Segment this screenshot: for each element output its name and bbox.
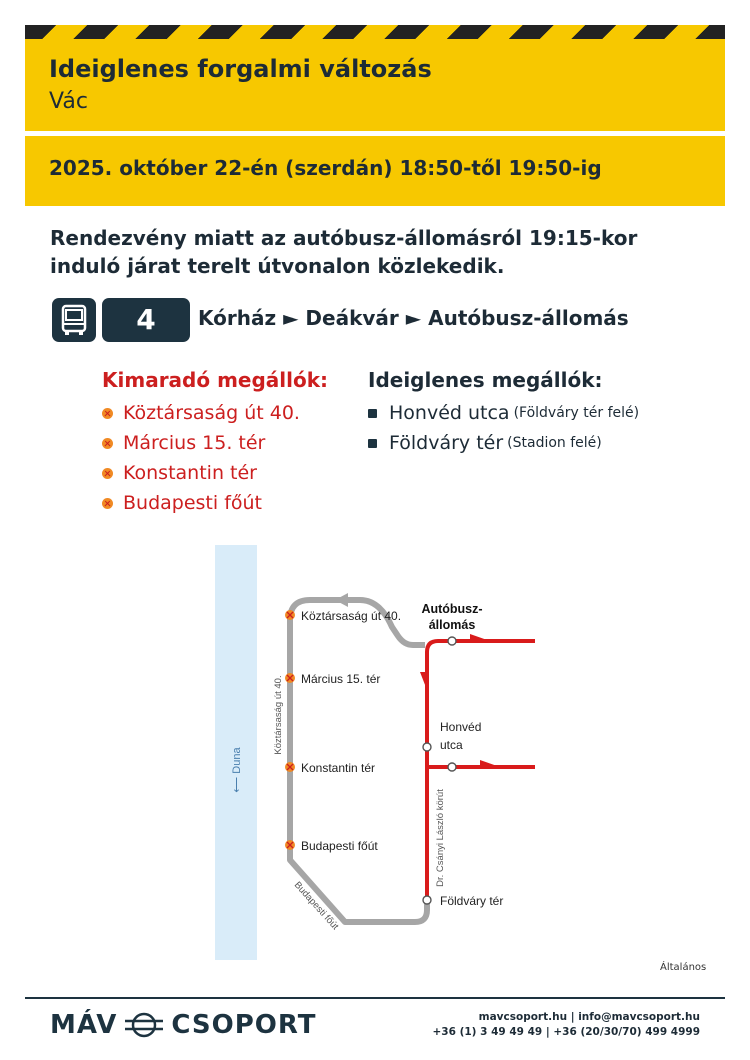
notice-line-2: induló járat terelt útvonalon közlekedik.	[50, 254, 505, 278]
date-banner	[25, 136, 725, 206]
cancelled-stop-icon	[102, 408, 113, 419]
cancelled-stop-marker	[285, 610, 295, 620]
cancelled-stop-marker	[285, 673, 295, 683]
stop-label: Földváry tér	[440, 894, 504, 908]
temporary-stops-list	[368, 368, 639, 458]
cancelled-stop-marker	[285, 840, 295, 850]
route-map	[0, 540, 750, 980]
stop-marker-honved-branch	[448, 763, 456, 771]
square-bullet-icon	[368, 409, 377, 418]
mav-logo-icon	[123, 1010, 165, 1040]
bus-icon	[52, 298, 96, 342]
stop-label: Köztársaság út 40.	[301, 609, 402, 623]
line-number-badge: 4	[102, 298, 190, 342]
stop-marker-foldvary	[423, 896, 431, 904]
route-text: Kórház ► Deákvár ► Autóbusz-állomás	[198, 306, 629, 330]
station-label: Autóbusz-	[421, 602, 483, 616]
stop-label: Konstantin tér	[301, 761, 376, 775]
stop-marker-honved	[423, 743, 431, 751]
contact-info	[433, 1010, 701, 1040]
stop-label: Március 15. tér	[301, 672, 381, 686]
list-item: Konstantin tér	[102, 458, 328, 488]
date-line: 2025. október 22-én (szerdán) 18:50-től 19:50-ig	[49, 156, 602, 180]
direction-arrow-icon	[420, 672, 427, 690]
stop-label: Honvéd	[440, 720, 482, 734]
hazard-stripe	[25, 25, 725, 39]
skipped-stops-title: Kimaradó megállók:	[102, 368, 329, 392]
mav-logo: MÁV CSOPORT	[50, 1010, 317, 1040]
contact-phone: +36 (1) 3 49 49 49 | +36 (20/30/70) 499 4999	[432, 1026, 700, 1038]
header-banner	[25, 39, 725, 131]
stop-label: Budapesti főút	[301, 839, 378, 853]
list-item: Földváry tér (Stadion felé)	[368, 428, 639, 458]
skipped-stops-list	[102, 368, 328, 518]
list-item: Honvéd utca (Földváry tér felé)	[368, 398, 639, 428]
street-label: Budapesti főút	[291, 879, 341, 933]
stop-marker-station	[448, 637, 456, 645]
direction-arrow-icon	[470, 634, 490, 641]
notice-text	[50, 224, 710, 280]
square-bullet-icon	[368, 439, 377, 448]
list-item: Március 15. tér	[102, 428, 328, 458]
cancelled-stop-icon	[102, 498, 113, 509]
direction-arrow-icon	[480, 760, 500, 767]
cancelled-stop-icon	[102, 438, 113, 449]
footer-divider	[25, 997, 725, 999]
street-label: Dr. Csányi László körút	[435, 789, 446, 887]
notice-line-1: Rendezvény miatt az autóbusz-állomásról 19:15-kor	[50, 226, 638, 250]
temporary-stops-title: Ideiglenes megállók:	[368, 368, 603, 392]
river-label: ⟵ Duna	[231, 747, 243, 793]
stop-label: utca	[440, 738, 463, 752]
city-name: Vác	[49, 89, 88, 114]
street-label: Köztársaság út 40.	[273, 675, 284, 755]
cancelled-stop-marker	[285, 762, 295, 772]
general-label: Általános	[660, 962, 707, 973]
list-item: Köztársaság út 40.	[102, 398, 328, 428]
notice-title: Ideiglenes forgalmi változás	[49, 55, 432, 83]
cancelled-stop-icon	[102, 468, 113, 479]
station-label: állomás	[428, 618, 476, 632]
list-item: Budapesti főút	[102, 488, 328, 518]
contact-web: mavcsoport.hu | info@mavcsoport.hu	[478, 1011, 700, 1023]
direction-arrow-icon	[335, 593, 348, 607]
